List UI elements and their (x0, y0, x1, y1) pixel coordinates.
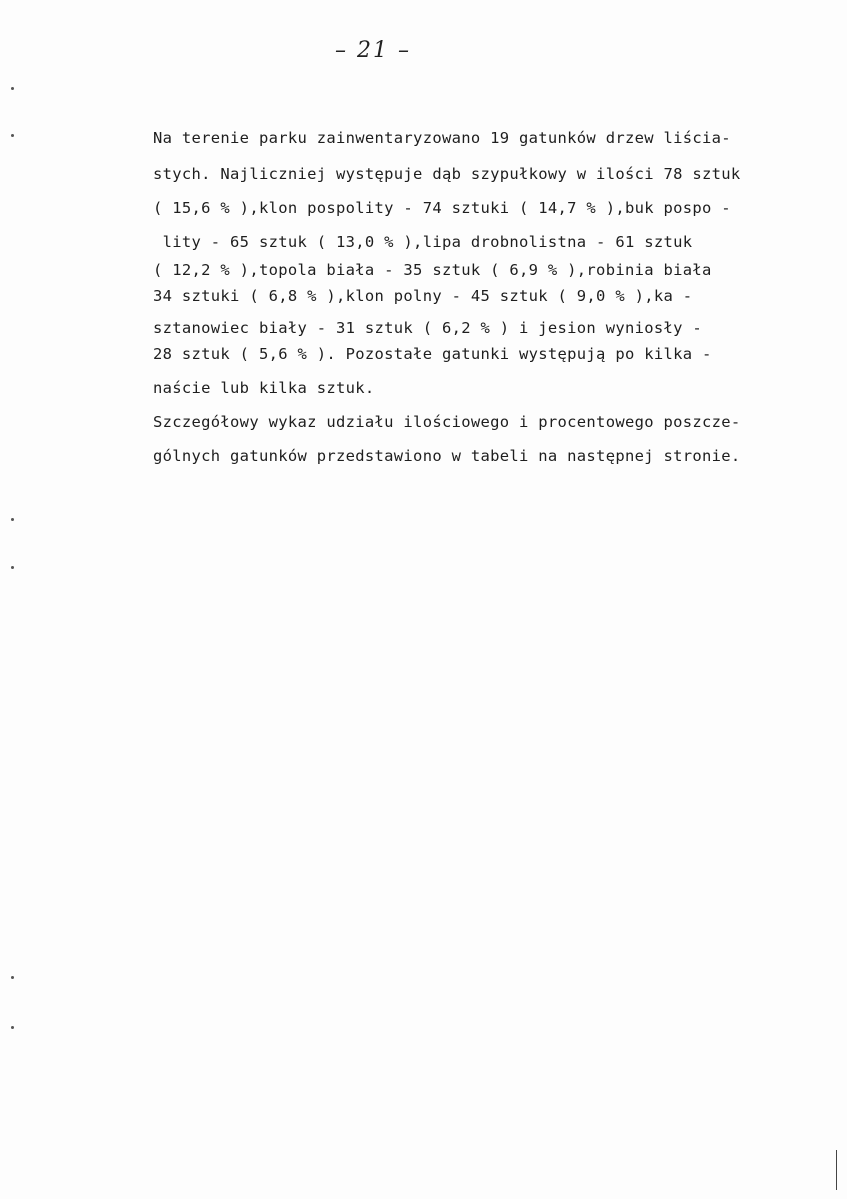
margin-dot (11, 976, 14, 979)
text-line: ( 15,6 % ),klon pospolity - 74 sztuki ( 14,7 % ),buk pospo - (153, 199, 731, 217)
text-line: Szczegółowy wykaz udziału ilościowego i procentowego poszcze- (153, 413, 741, 431)
margin-dot (11, 566, 14, 569)
text-line: Na terenie parku zainwentaryzowano 19 gatunków drzew liścia- (153, 129, 731, 147)
text-line: stych. Najliczniej występuje dąb szypułkowy w ilości 78 sztuk (153, 165, 741, 183)
text-line: gólnych gatunków przedstawiono w tabeli na następnej stronie. (153, 447, 741, 465)
text-line: 28 sztuk ( 5,6 % ). Pozostałe gatunki występują po kilka - (153, 345, 712, 363)
margin-dot (11, 87, 14, 90)
text-line: 34 sztuki ( 6,8 % ),klon polny - 45 sztuk ( 9,0 % ),ka - (153, 287, 693, 305)
page-number: – 21 – (335, 38, 411, 63)
margin-dot (11, 134, 14, 137)
text-line: lity - 65 sztuk ( 13,0 % ),lipa drobnolistna - 61 sztuk (153, 233, 693, 251)
text-line: sztanowiec biały - 31 sztuk ( 6,2 % ) i jesion wyniosły - (153, 319, 703, 337)
text-line: ( 12,2 % ),topola biała - 35 sztuk ( 6,9 % ),robinia biała (153, 261, 712, 279)
page-edge-mark (836, 1150, 837, 1190)
text-line: naście lub kilka sztuk. (153, 379, 375, 397)
margin-dot (11, 1026, 14, 1029)
margin-dot (11, 518, 14, 521)
